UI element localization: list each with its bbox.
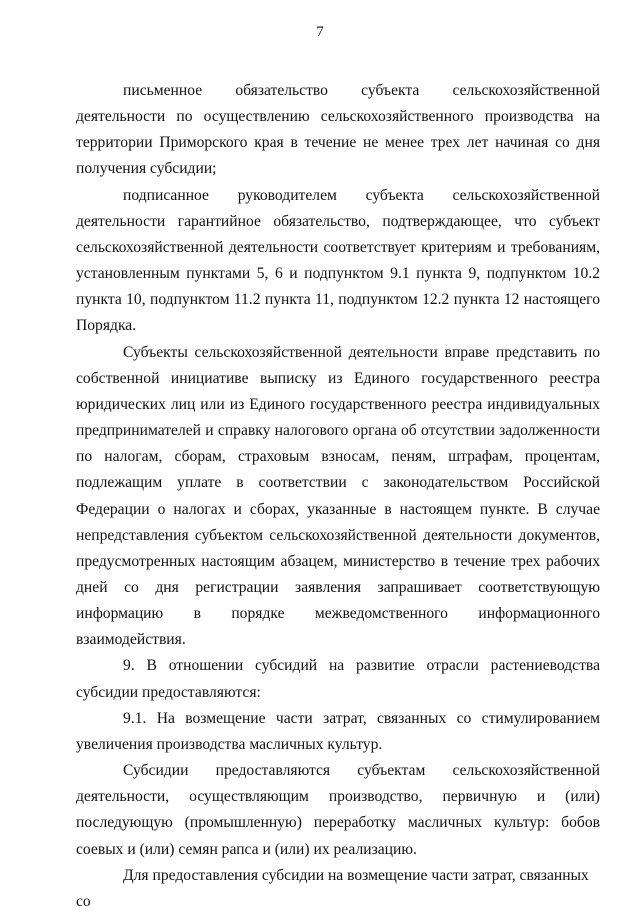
paragraph-guarantee-obligation: подписанное руководителем субъекта сельскохозяйственной деятельности гарантийное обязательство, подтверждающее, что субъект сельскохозяйственной деятельности соответствует критериям и требованиям, установленным пунктами 5, 6 и подпунктом 9.1 пункта 9, подпунктом 10.2 пункта 10, подпунктом 11.2 пункта 11, подпунктом 12.2 пункта 12 настоящего Порядка.: [76, 186, 600, 335]
page-number: 7: [316, 24, 324, 40]
paragraph-subsidy-recipients: Субсидии предоставляются субъектам сельскохозяйственной деятельности, осуществляющим производство, первичную и (или) последующую (промышленную) переработку масличных культур: бобов соевых и (или) семян рапса и (или) их реализацию.: [76, 762, 600, 858]
paragraph-subsection-9-1: 9.1. На возмещение части затрат, связанных со стимулированием увеличения производства масличных культур.: [76, 709, 600, 753]
paragraph-section-9: 9. В отношении субсидий на развитие отрасли растениеводства субсидии предоставляются:: [76, 657, 600, 701]
paragraph-continued: Для предоставления субсидии на возмещение части затрат, связанных со: [76, 866, 589, 910]
document-body: [76, 78, 600, 915]
paragraph-written-obligation: письменное обязательство субъекта сельскохозяйственной деятельности по осуществлению сельскохозяйственного производства на территории Приморского края в течение не менее трех лет начиная со дня получения субсидии;: [76, 82, 600, 178]
paragraph-optional-documents: Субъекты сельскохозяйственной деятельности вправе представить по собственной инициативе выписку из Единого государственного реестра юридических лиц или из Единого государственного реестра индивидуальных предпринимателей и справку налогового органа об отсутствии задолженности по налогам, сборам, страховым взносам, пеням, штрафам, процентам, подлежащим уплате в соответствии с законодательством Российской Федерации о налогах и сборах, указанные в настоящем пункте. В случае непредставления субъектом сельскохозяйственной деятельности документов, предусмотренных настоящим абзацем, министерство в течение трех рабочих дней со дня регистрации заявления запрашивает соответствующую информацию в порядке межведомственного информационного взаимодействия.: [76, 343, 600, 649]
